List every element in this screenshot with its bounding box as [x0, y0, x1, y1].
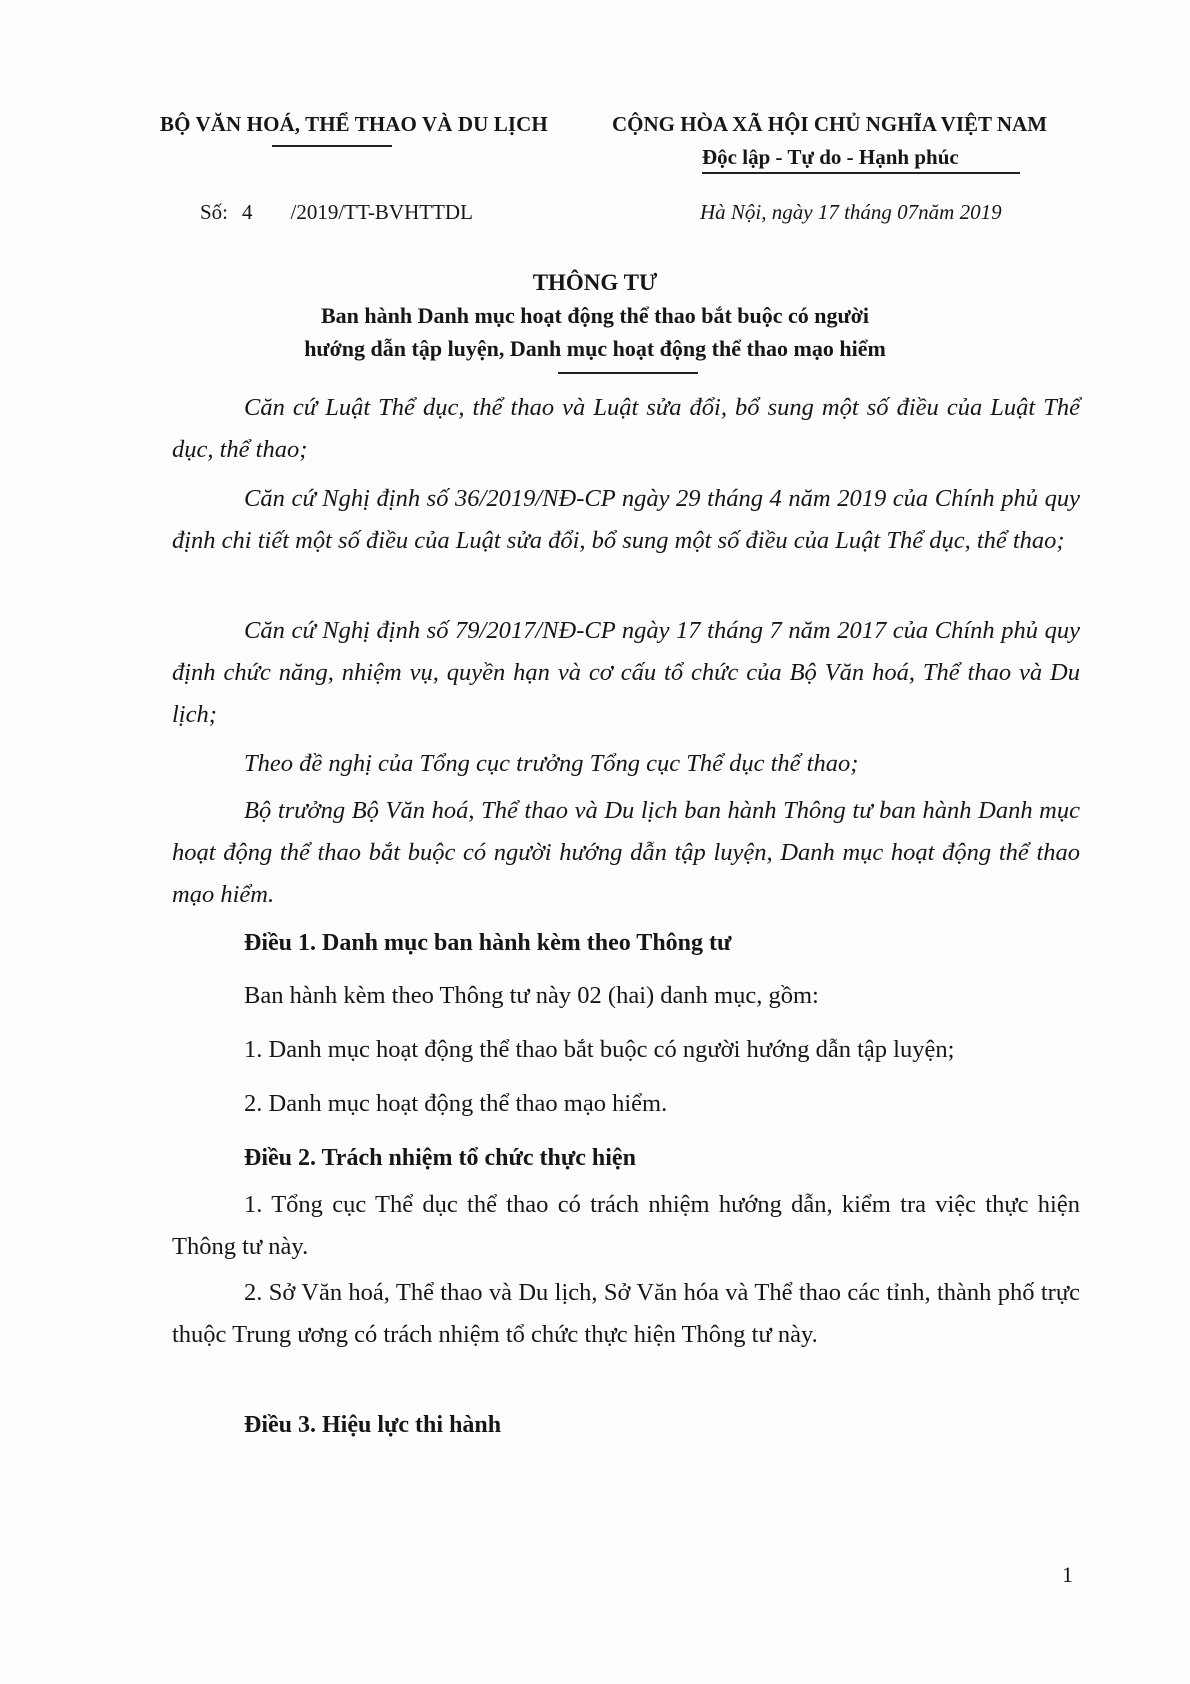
- document-number: [200, 200, 473, 225]
- document-number-label: Số:: [200, 200, 229, 224]
- national-motto: Độc lập - Tự do - Hạnh phúc: [702, 145, 959, 169]
- issue-date: Hà Nội, ngày 17 tháng 07năm 2019: [700, 200, 1002, 224]
- ministry-underline: [272, 145, 392, 147]
- document-subject-line1: Ban hành Danh mục hoạt động thể thao bắt buộc có người: [320, 303, 869, 328]
- preamble-paragraph: Bộ trưởng Bộ Văn hoá, Thể thao và Du lịch ban hành Thông tư ban hành Danh mục hoạt động thể thao bắt buộc có người hướng dẫn tập luyện, Danh mục hoạt động thể thao mạo hiểm.: [172, 797, 1080, 908]
- article-1-intro: Ban hành kèm theo Thông tư này 02 (hai) danh mục, gồm:: [244, 982, 819, 1009]
- document-number-value: 4: [242, 200, 253, 224]
- issuing-ministry: BỘ VĂN HOÁ, THỂ THAO VÀ DU LỊCH: [160, 112, 548, 136]
- preamble-paragraph: Theo đề nghị của Tổng cục trưởng Tổng cục Thể dục thể thao;: [244, 750, 859, 777]
- article-1-item: 2. Danh mục hoạt động thể thao mạo hiểm.: [244, 1090, 668, 1117]
- preamble-paragraph: Căn cứ Luật Thể dục, thể thao và Luật sửa đổi, bổ sung một số điều của Luật Thể dục, thể thao;: [172, 394, 1080, 463]
- article-1-heading: Điều 1. Danh mục ban hành kèm theo Thông tư: [244, 930, 732, 956]
- article-1-item: 1. Danh mục hoạt động thể thao bắt buộc có người hướng dẫn tập luyện;: [244, 1036, 955, 1063]
- document-type: THÔNG TƯ: [532, 270, 658, 295]
- article-3-heading: Điều 3. Hiệu lực thi hành: [244, 1412, 502, 1438]
- title-underline: [558, 372, 698, 374]
- preamble-paragraph: Căn cứ Nghị định số 36/2019/NĐ-CP ngày 29 tháng 4 năm 2019 của Chính phủ quy định chi tiết một số điều của Luật sửa đổi, bổ sung một số điều của Luật Thể dục, thể thao;: [172, 485, 1080, 554]
- article-2-item: 2. Sở Văn hoá, Thể thao và Du lịch, Sở Văn hóa và Thể thao các tỉnh, thành phố trực thuộc Trung ương có trách nhiệm tổ chức thực hiện Thông tư này.: [172, 1279, 1080, 1348]
- document-number-suffix: /2019/TT-BVHTTDL: [290, 200, 473, 224]
- page-number: 1: [1062, 1562, 1073, 1587]
- preamble-paragraph: Căn cứ Nghị định số 79/2017/NĐ-CP ngày 17 tháng 7 năm 2017 của Chính phủ quy định chức năng, nhiệm vụ, quyền hạn và cơ cấu tổ chức của Bộ Văn hoá, Thể thao và Du lịch;: [172, 617, 1080, 728]
- article-2-heading: Điều 2. Trách nhiệm tổ chức thực hiện: [244, 1145, 636, 1171]
- article-2-item: 1. Tổng cục Thể dục thể thao có trách nhiệm hướng dẫn, kiểm tra việc thực hiện Thông tư này.: [172, 1191, 1080, 1260]
- national-title: CỘNG HÒA XÃ HỘI CHỦ NGHĨA VIỆT NAM: [612, 112, 1048, 136]
- document-subject-line2: hướng dẫn tập luyện, Danh mục hoạt động thể thao mạo hiểm: [304, 336, 886, 361]
- motto-underline: [702, 172, 1020, 174]
